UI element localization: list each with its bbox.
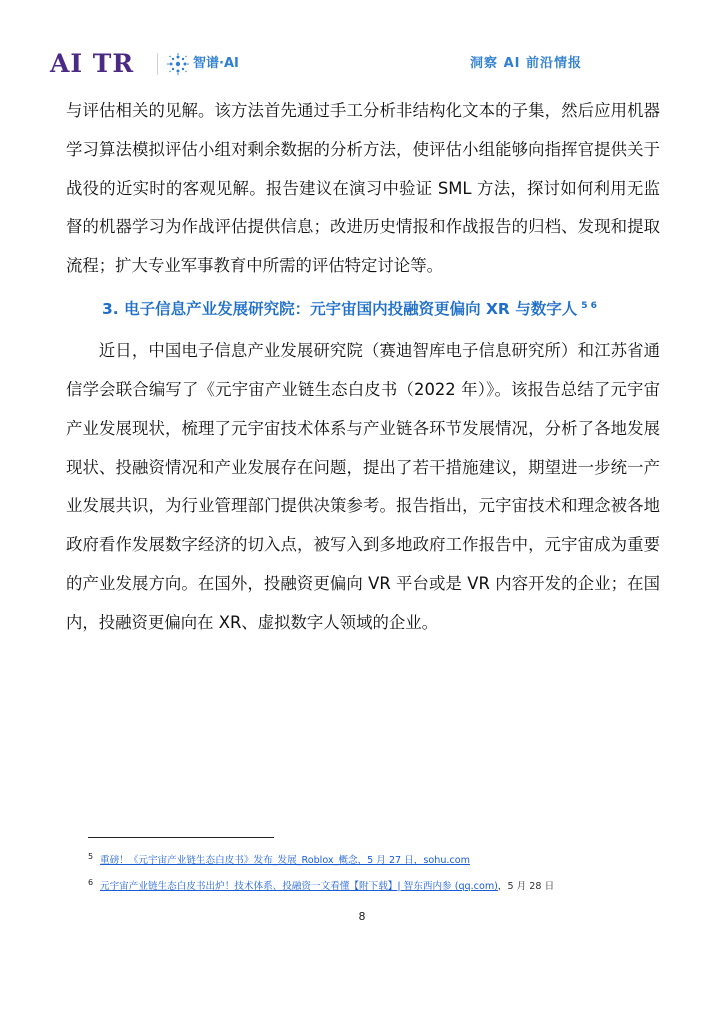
footnote-divider [88, 837, 274, 838]
dotted-sphere-icon [167, 53, 189, 75]
aitr-logo: AI TR [50, 49, 135, 78]
footnote-refs[interactable]: 5 6 [581, 300, 597, 311]
paragraph-report-summary: 近日，中国电子信息产业发展研究院（赛迪智库电子信息研究所）和江苏省通信学会联合编写了《元宇宙产业链生态白皮书（2022 年）》。该报告总结了元宇宙产业发展现状，梳理了元宇宙技术体系与产业链各环节发展情况，分析了各地发展现状、投融资情况和产业发展存在问题，提出了若干措施建议，期望进一步统一产业发展共识，为行业管理部门提供决策参考。报告指出，元宇宙技术和理念被各地政府看作发展数字经济的切入点，被写入到多地政府工作报告中，元宇宙成为重要的产业发展方向。在国外，投融资更偏向 VR 平台或是 VR 内容开发的企业；在国内，投融资更偏向在 XR、虚拟数字人领域的企业。 [66, 341, 660, 632]
footnote-link[interactable]: 重磅！《元宇宙产业链生态白皮书》发布_发展_Roblox_概念，5 月 27 日，sohu.com [100, 855, 470, 866]
zhipu-logo-text: 智谱·AI [193, 56, 239, 71]
section-heading-text: 3. 电子信息产业发展研究院：元宇宙国内投融资更偏向 XR 与数字人 [102, 300, 578, 319]
section-heading [66, 288, 660, 327]
footnote-6: 6 元宇宙产业链生态白皮书出炉！技术体系、投融资一文看懂【附下载】| 智东西内参 (qq.com)，5 月 28 日 [88, 877, 555, 892]
article-body [66, 92, 660, 643]
page-number: 8 [358, 910, 366, 923]
page-header [0, 0, 724, 90]
paragraph-continuation: 与评估相关的见解。该方法首先通过手工分析非结构化文本的子集，然后应用机器学习算法模拟评估小组对剩余数据的分析方法，使评估小组能够向指挥官提供关于战役的近实时的客观见解。报告建议在演习中验证 SML 方法，探讨如何利用无监督的机器学习为作战评估提供信息；改进历史情报和作战报告的归档、发现和提取流程；扩大专业军事教育中所需的评估特定讨论等。 [66, 101, 660, 276]
header-tagline: 洞察 AI 前沿情报 [470, 56, 582, 71]
footnote-5: 5 重磅！《元宇宙产业链生态白皮书》发布_发展_Roblox_概念，5 月 27 日，sohu.com [88, 851, 470, 866]
logo-divider [157, 53, 158, 75]
footnote-suffix: ，5 月 28 日 [497, 881, 555, 892]
footnote-link[interactable]: 元宇宙产业链生态白皮书出炉！技术体系、投融资一文看懂【附下载】| 智东西内参 (qq.com) [100, 881, 498, 892]
